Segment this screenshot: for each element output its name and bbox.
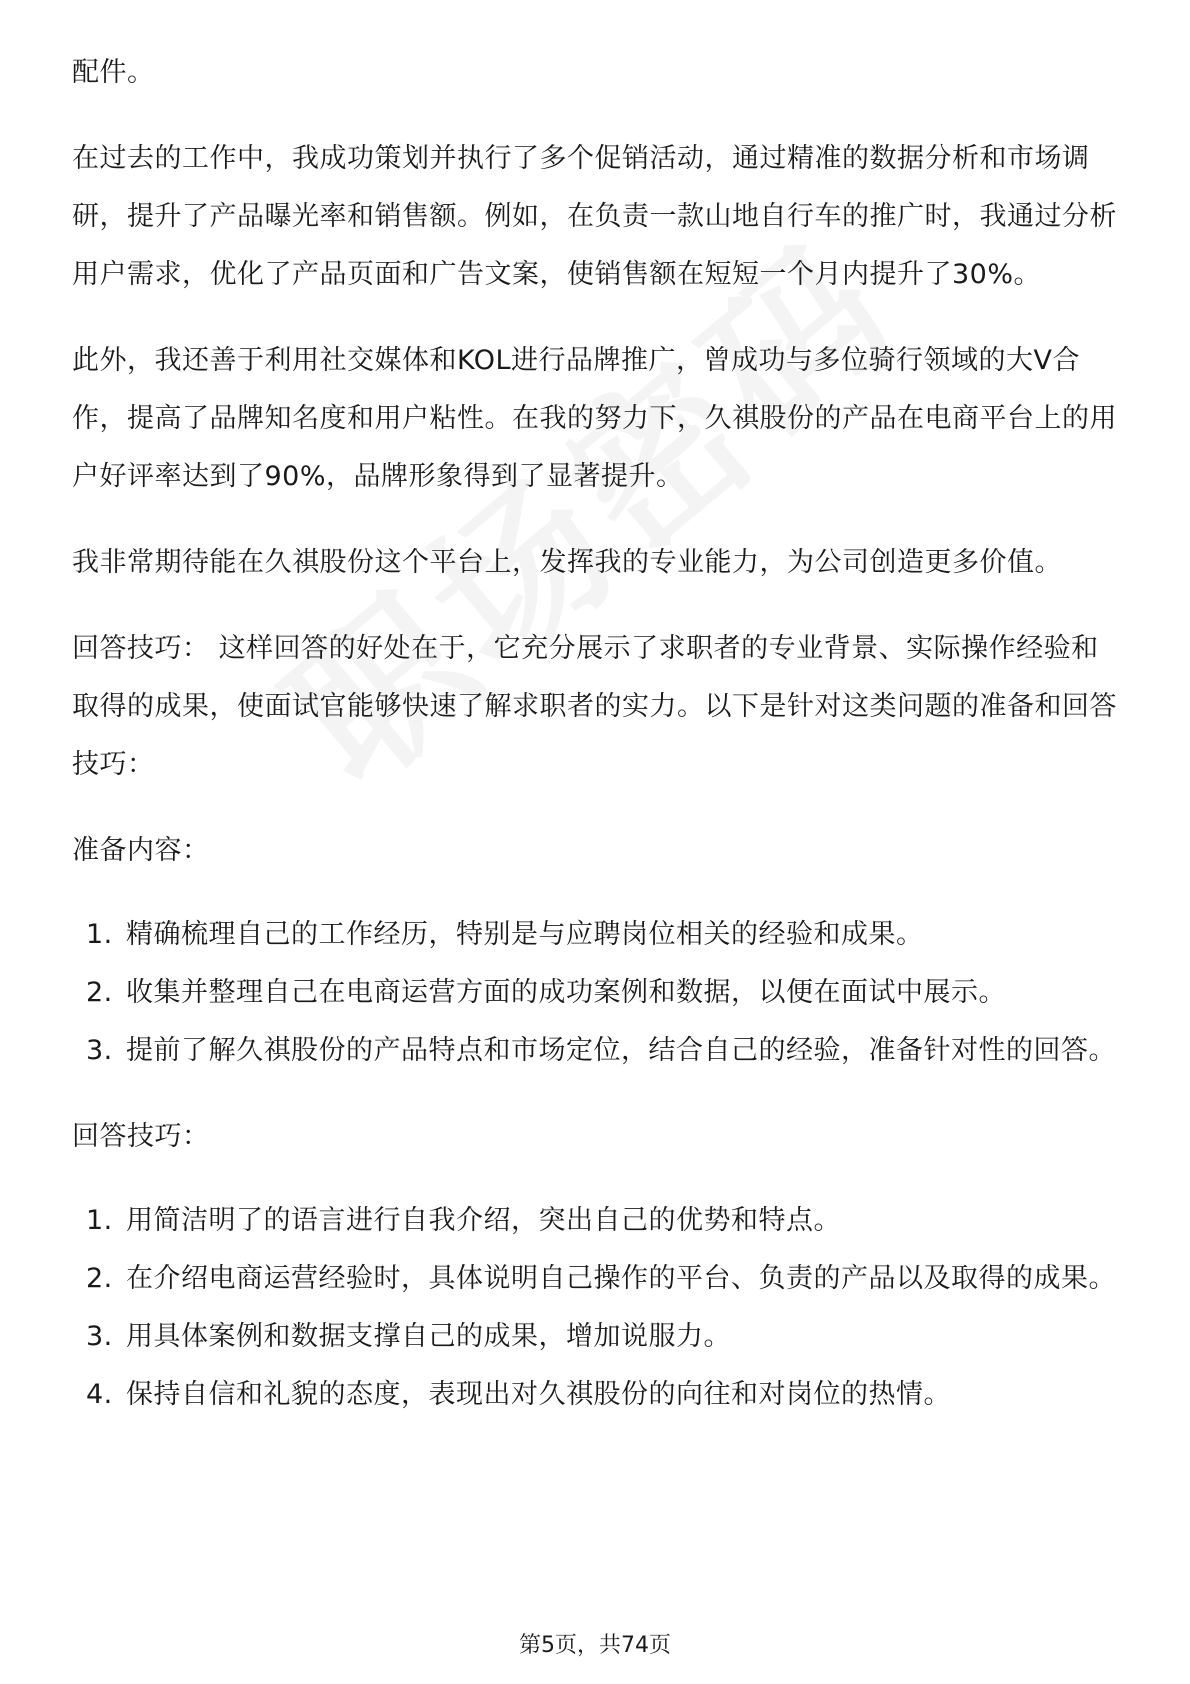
list-item [72,1250,1122,1308]
list-item [72,1308,1122,1366]
list-number: 1. [86,1205,113,1236]
list-text: 提前了解久祺股份的产品特点和市场定位，结合自己的经验，准备针对性的回答。 [126,1035,1116,1066]
list-item [72,964,1122,1022]
list-number: 4. [86,1379,113,1410]
list-text: 用简洁明了的语言进行自我介绍，突出自己的优势和特点。 [126,1205,841,1236]
prep-list [72,906,1122,1080]
section-heading-prep: 准备内容： [72,835,210,866]
list-number: 2. [86,977,113,1008]
paragraph: 在过去的工作中，我成功策划并执行了多个促销活动，通过精准的数据分析和市场调研，提升了产品曝光率和销售额。例如，在负责一款山地自行车的推广时，我通过分析用户需求，优化了产品页面和广告文案，使销售额在短短一个月内提升了30%。 [72,143,1117,290]
list-item [72,1022,1122,1080]
paragraph: 此外，我还善于利用社交媒体和KOL进行品牌推广，曾成功与多位骑行领域的大V合作，提高了品牌知名度和用户粘性。在我的努力下，久祺股份的产品在电商平台上的用户好评率达到了90%，品牌形象得到了显著提升。 [72,345,1117,492]
paragraph: 我非常期待能在久祺股份这个平台上，发挥我的专业能力，为公司创造更多价值。 [72,547,1062,578]
list-item [72,906,1122,964]
list-number: 3. [86,1035,113,1066]
list-text: 用具体案例和数据支撑自己的成果，增加说服力。 [126,1321,731,1352]
page-content [72,44,1122,1424]
list-text: 收集并整理自己在电商运营方面的成功案例和数据，以便在面试中展示。 [126,977,1006,1008]
paragraph: 回答技巧： 这样回答的好处在于，它充分展示了求职者的专业背景、实际操作经验和取得的成果，使面试官能够快速了解求职者的实力。以下是针对这类问题的准备和回答技巧： [72,633,1117,780]
list-text: 在介绍电商运营经验时，具体说明自己操作的平台、负责的产品以及取得的成果。 [126,1263,1116,1294]
list-number: 1. [86,919,113,950]
list-number: 2. [86,1263,113,1294]
list-item [72,1192,1122,1250]
paragraph: 配件。 [72,57,155,88]
list-item [72,1366,1122,1424]
list-text: 精确梳理自己的工作经历，特别是与应聘岗位相关的经验和成果。 [126,919,924,950]
list-text: 保持自信和礼貌的态度，表现出对久祺股份的向往和对岗位的热情。 [126,1379,951,1410]
page-footer: 第5页，共74页 [519,1633,671,1658]
list-number: 3. [86,1321,113,1352]
tips-list [72,1192,1122,1424]
section-heading-tips: 回答技巧： [72,1121,210,1152]
